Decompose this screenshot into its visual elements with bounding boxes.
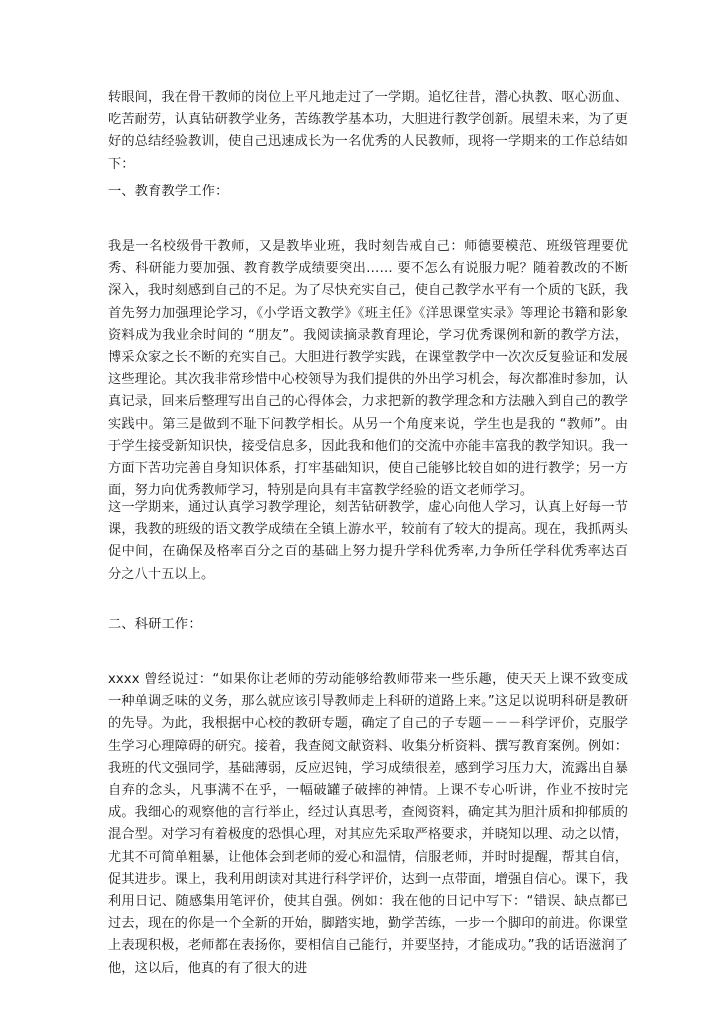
section-heading-research: 二、科研工作：: [108, 617, 202, 632]
results-paragraph: 这一学期来，通过认真学习教学理论，刻苦钻研教学，虚心向他人学习，认真上好每一节课，我教的班级的语文教学成绩在全镇上游水平，较前有了较大的提高。现在，我抓两头促中间，在确保及格率百分之百的基础上努力提升学科优秀率,力争所任学科优秀率达百分之八十五以上。: [108, 500, 628, 582]
teaching-paragraph: 我是一名校级骨干教师，又是教毕业班，我时刻告戒自己：师德要模范、班级管理要优秀、科研能力要加强、教育教学成绩要突出…… 要不怎么有说服力呢？随着教改的不断深入，我时刻感到自己的不足。为了尽快充实自己，使自己教学水平有一个质的飞跃，我首先努力加强理论学习，《小学语文教学》《班主任》《洋思课堂实录》等理论书籍和影象资料成为我业余时间的 “朋友”。我阅读摘录教育理论，学习优秀课例和新的教学方法，博采众家之长不断的充实自己。大胆进行教学实践，在课堂教学中一次次反复验证和发展这些理论。其次我非常珍惜中心校领导为我们提供的外出学习机会，每次都准时参加，认真记录，回来后整理写出自己的心得体会，力求把新的教学理念和方法融入到自己的教学实践中。第三是做到不耻下问教学相长。从另一个角度来说，学生也是我的 “教师”。由于学生接受新知识快，接受信息多，因此我和他们的交流中亦能丰富我的教学知识。我一方面下苦功完善自身知识体系，打牢基础知识，使自己能够比较自如的进行教学；另一方面，努力向优秀教师学习，特别是向具有丰富教学经验的语文老师学习。: [108, 239, 628, 499]
research-paragraph: xxxx 曾经说过：“如果你让老师的劳动能够给教师带来一些乐趣，使天天上课不致变成一种单调乏味的义务，那么就应该引导教师走上科研的道路上来。”这足以说明科研是教研的先导。为此，我根据中心校的教研专题，确定了自己的子专题－－－科学评价，克服学生学习心理障碍的研究。接着，我查阅文献资料、收集分析资料、撰写教育案例。例如：我班的代文强同学，基础薄弱，反应迟钝，学习成绩很差，感到学习压力大，流露出自暴自弃的念头，凡事满不在乎，一幅破罐子破摔的神情。上课不专心听讲，作业不按时完成。我细心的观察他的言行举止，经过认真思考，查阅资料，确定其为胆汁质和抑郁质的混合型。对学习有着极度的恐惧心理，对其应先采取严格要求，并晓知以理、动之以情，尤其不可简单粗暴，让他体会到老师的爱心和温情，信服老师，并时时提醒，帮其自信，促其进步。课上，我利用朗读对其进行科学评价，达到一点带面，增强自信心。课下，我利用日记、随感集用笔评价，使其自强。例如：我在他的日记中写下：“错误、缺点都已过去，现在的你是一个全新的开始，脚踏实地，勤学苦练，一步一个脚印的前进。你课堂上表现积极，老师都在表扬你，要相信自己能行，并要坚持，才能成功。”我的话语滋润了他，这以后，他真的有了很大的进: [108, 672, 628, 976]
section-heading-teaching: 一、教育教学工作：: [108, 184, 229, 199]
intro-paragraph: 转眼间，我在骨干教师的岗位上平凡地走过了一学期。追忆往昔，潜心执教、呕心沥血、吃苦耐劳，认真钻研教学业务，苦练教学基本功，大胆进行教学创新。展望未来，为了更好的总结经验教训，使自己迅速成长为一名优秀的人民教师，现将一学期来的工作总结如下：: [108, 90, 628, 172]
